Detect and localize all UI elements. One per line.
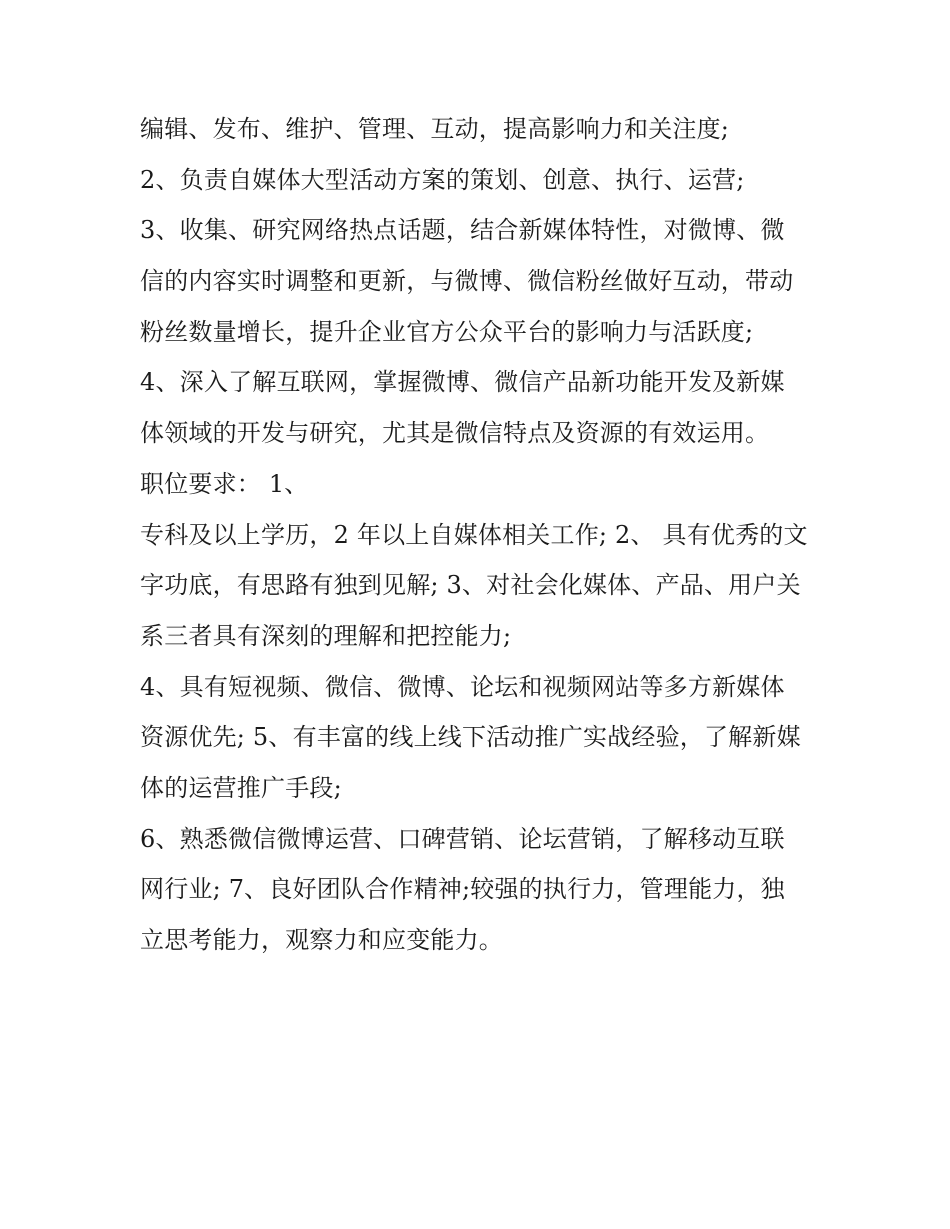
- text-line: 编辑、发布、维护、管理、互动，提高影响力和关注度;: [140, 115, 730, 143]
- text-line: 立思考能力，观察力和应变能力。: [140, 926, 503, 954]
- section-heading: 职位要求： 1、: [140, 469, 309, 498]
- text-line: 专科及以上学历，2 年以上自媒体相关工作; 2、 具有优秀的文: [140, 520, 808, 549]
- text-line: 体的运营推广手段;: [140, 773, 342, 802]
- text-line: 4、深入了解互联网，掌握微博、微信产品新功能开发及新媒: [140, 368, 785, 397]
- text-line: 体领域的开发与研究，尤其是微信特点及资源的有效运用。: [140, 419, 770, 448]
- text-line: 4、具有短视频、微信、微博、论坛和视频网站等多方新媒体: [140, 672, 785, 701]
- text-line: 信的内容实时调整和更新，与微博、微信粉丝做好互动，带动: [140, 267, 794, 296]
- text-line: 字功底，有思路有独到见解; 3、对社会化媒体、产品、用户关: [140, 571, 801, 600]
- text-line: 粉丝数量增长，提升企业官方公众平台的影响力与活跃度;: [140, 317, 754, 346]
- text-line: 资源优先; 5、有丰富的线上线下活动推广实战经验，了解新媒: [140, 723, 801, 752]
- text-line: 6、熟悉微信微博运营、口碑营销、论坛营销，了解移动互联: [140, 824, 785, 853]
- text-line: 网行业; 7、良好团队合作精神;较强的执行力，管理能力，独: [140, 875, 785, 904]
- text-line: 系三者具有深刻的理解和把控能力;: [140, 621, 512, 650]
- text-line: 2、负责自媒体大型活动方案的策划、创意、执行、运营;: [140, 165, 745, 194]
- text-line: 3、收集、研究网络热点话题，结合新媒体特性，对微博、微: [140, 216, 785, 245]
- document-body: [140, 104, 820, 966]
